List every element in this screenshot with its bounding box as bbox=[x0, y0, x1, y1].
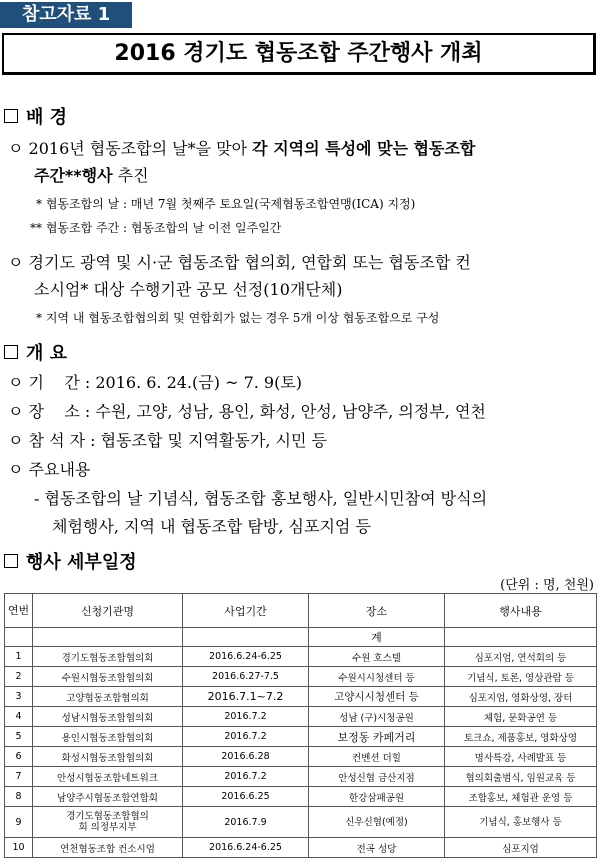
background-paragraph-1-cont: 주간**행사 추진 bbox=[34, 166, 149, 185]
total-label: 계 bbox=[309, 628, 445, 647]
reference-tag: 참고자료 1 bbox=[0, 2, 132, 28]
overview-contents: ㅇ 주요내용 bbox=[8, 460, 91, 479]
col-header-period: 사업기간 bbox=[183, 594, 309, 628]
footnote-coop-week: ** 협동조합 주간 : 협동조합의 날 이전 일주일간 bbox=[30, 221, 282, 235]
square-bullet-icon bbox=[4, 345, 18, 359]
footnote-consortium: * 지역 내 협동조합협의회 및 연합회가 없는 경우 5개 이상 협동조합으로 구성 bbox=[36, 311, 440, 325]
col-header-venue: 장소 bbox=[309, 594, 445, 628]
schedule-table bbox=[4, 593, 597, 858]
unit-note: (단위 : 명, 천원) bbox=[500, 578, 594, 593]
table-row: 2 수원시협동조합협의회 2016.6.27-7.5 수원시시청센터 등 기념식, 토론, 영상관람 등 bbox=[5, 667, 597, 687]
overview-place: ㅇ 장 소 : 수원, 고양, 성남, 용인, 화성, 안성, 남양주, 의정부, 연천 bbox=[8, 402, 486, 421]
col-header-organization: 신청기관명 bbox=[33, 594, 183, 628]
section-schedule-heading: 행사 세부일정 bbox=[4, 548, 137, 574]
square-bullet-icon bbox=[4, 109, 18, 123]
table-row: 5 용인시협동조합협의회 2016.7.2 보정동 카페거리 토크쇼, 제품홍보, 영화상영 bbox=[5, 727, 597, 747]
square-bullet-icon bbox=[4, 554, 18, 568]
table-row: 8 남양주시협동조합연합회 2016.6.25 한강삼패공원 조합홍보, 체험관 운영 등 bbox=[5, 787, 597, 807]
background-paragraph-1: ㅇ 2016년 협동조합의 날*을 맞아 각 지역의 특성에 맞는 협동조합 bbox=[8, 139, 476, 158]
table-row: 4 성남시협동조합협의회 2016.7.2 성남 (구)시청공원 체험, 문화공연 등 bbox=[5, 707, 597, 727]
table-total-row bbox=[5, 628, 597, 647]
section-overview-heading: 개 요 bbox=[4, 339, 67, 365]
table-row: 9 경기도협동조합협의회 의정부지부 2016.7.9 신우신협(예정) 기념식, 홍보행사 등 bbox=[5, 807, 597, 838]
overview-attendees: ㅇ 참 석 자 : 협동조합 및 지역활동가, 시민 등 bbox=[8, 431, 328, 450]
overview-contents-item: - 협동조합의 날 기념식, 협동조합 홍보행사, 일반시민참여 방식의 bbox=[34, 489, 488, 508]
table-row: 7 안성시협동조합네트워크 2016.7.2 안성신협 금산지점 협의회출범식, 임원교육 등 bbox=[5, 767, 597, 787]
table-row: 3 고양협동조합협의회 2016.7.1~7.2 고양시시청센터 등 심포지엄, 영화상영, 장터 bbox=[5, 687, 597, 707]
col-header-content: 행사내용 bbox=[445, 594, 597, 628]
table-row: 10 연천협동조합 컨소시엄 2016.6.24-6.25 전곡 성당 심포지엄 bbox=[5, 838, 597, 858]
overview-contents-item-cont: 체험행사, 지역 내 협동조합 탐방, 심포지엄 등 bbox=[52, 517, 371, 536]
background-paragraph-2-cont: 소시엄* 대상 수행기관 공모 선정(10개단체) bbox=[34, 280, 343, 299]
background-paragraph-2: ㅇ 경기도 광역 및 시·군 협동조합 협의회, 연합회 또는 협동조합 컨 bbox=[8, 253, 471, 272]
section-background-heading: 배 경 bbox=[4, 103, 67, 129]
table-row: 6 화성시협동조합협의회 2016.6.28 컨벤션 더힐 명사특강, 사례발표 등 bbox=[5, 747, 597, 767]
overview-period: ㅇ 기 간 : 2016. 6. 24.(금) ~ 7. 9(토) bbox=[8, 373, 303, 392]
footnote-coop-day: * 협동조합의 날 : 매년 7월 첫째주 토요일(국제협동조합연맹(ICA) 지정) bbox=[36, 197, 416, 211]
document-title: 2016 경기도 협동조합 주간행사 개최 bbox=[2, 33, 596, 75]
table-row: 1 경기도협동조합협의회 2016.6.24-6.25 수원 호스텔 심포지엄, 연석회의 등 bbox=[5, 647, 597, 667]
table-header-row bbox=[5, 594, 597, 628]
col-header-number: 연번 bbox=[5, 594, 33, 628]
